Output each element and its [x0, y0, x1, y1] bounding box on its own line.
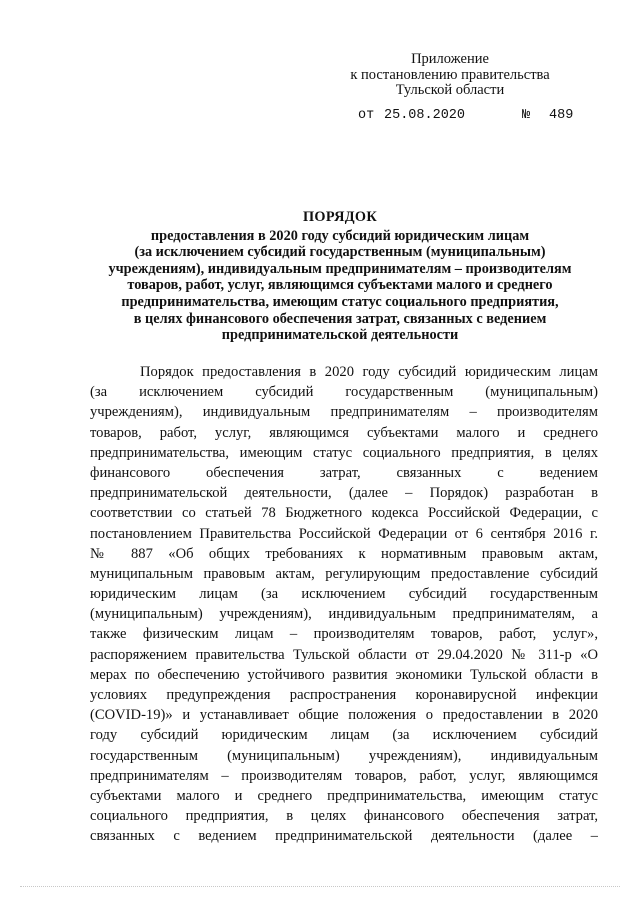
body-line: (муниципальным) учреждениям), индивидуальным предпринимателям, а — [90, 606, 598, 623]
body-line: юридическим лицам (за исключением субсидий государственным — [90, 586, 598, 603]
document-title — [92, 209, 588, 344]
body-line: соответствии со статьей 78 Бюджетного кодекса Российской Федерации, с — [90, 505, 598, 522]
body-line: Порядок предоставления в 2020 году субсидий юридическим лицам — [140, 364, 598, 380]
title-line: предпринимательской деятельности — [221, 327, 459, 344]
appendix-region-label: Тульской области — [395, 82, 505, 98]
title-line: (за исключением субсидий государственным (муниципальным) — [134, 244, 546, 261]
decree-from-label: от — [358, 108, 375, 123]
scan-bottom-artifact — [20, 886, 620, 889]
body-line: (COVID-19)» и устанавливает общие положения о предоставлении в 2020 — [90, 707, 598, 724]
body-line: условиях предупреждения распространения коронавирусной инфекции — [90, 687, 598, 703]
body-line: постановлением Правительства Российской Федерации от 6 сентября 2016 г. — [90, 525, 598, 542]
body-line: связанных с ведением предпринимательской деятельности (далее – — [90, 828, 598, 845]
decree-number: 489 — [549, 108, 574, 123]
title-line: предпринимательства, имеющим статус социального предприятия, — [121, 293, 559, 310]
body-line: муниципальным правовым актам, регулирующим предоставление субсидий — [90, 565, 598, 582]
body-line: № 887 «Об общих требованиях к нормативным правовым актам, — [90, 545, 598, 562]
title-line: учреждениям), индивидуальным предпринимателям – производителям — [108, 260, 572, 277]
body-line: государственным (муниципальным) учреждениям), индивидуальным — [90, 747, 598, 764]
body-line: также физическим лицам – производителям товаров, работ, услуг», — [90, 626, 598, 643]
appendix-label: Приложение — [411, 51, 489, 67]
body-line: мерах по обеспечению устойчивого развития экономики Тульской области в — [90, 666, 598, 683]
body-line: (за исключением субсидий государственным (муниципальным) — [90, 384, 598, 401]
title-line: товаров, работ, услуг, являющимся субъектами малого и среднего — [127, 277, 553, 294]
title-heading: ПОРЯДОК — [302, 209, 377, 225]
appendix-resolution-label: к постановлению правительства — [350, 66, 550, 83]
body-line: учреждениям), индивидуальным предпринимателям – производителям — [90, 404, 598, 421]
appendix-header — [330, 52, 570, 99]
body-line: социального предприятия, в целях финансового обеспечения затрат, — [90, 808, 598, 825]
body-line: товаров, работ, услуг, являющимся субъектами малого и среднего — [90, 424, 598, 441]
body-line: предпринимателям – производителям товаров, работ, услуг, являющимся — [90, 767, 598, 784]
body-line: распоряжением правительства Тульской области от 29.04.2020 № 311-р «О — [90, 646, 598, 663]
decree-number-label: № — [522, 108, 531, 123]
body-line: субъектами малого и среднего предпринимательства, имеющим статус — [90, 787, 598, 804]
body-paragraph — [90, 362, 598, 847]
body-line: году субсидий юридическим лицам (за исключением субсидий — [90, 727, 598, 744]
body-line: предпринимательства, имеющим статус социального предприятия, в целях — [90, 444, 598, 461]
decree-date: 25.08.2020 — [384, 108, 466, 123]
title-line: в целях финансового обеспечения затрат, связанных с ведением — [133, 310, 547, 327]
title-line: предоставления в 2020 году субсидий юридическим лицам — [150, 227, 530, 244]
body-line: предпринимательской деятельности, (далее – Порядок) разработан в — [90, 485, 598, 502]
body-line: финансового обеспечения затрат, связанных с ведением — [90, 464, 598, 481]
